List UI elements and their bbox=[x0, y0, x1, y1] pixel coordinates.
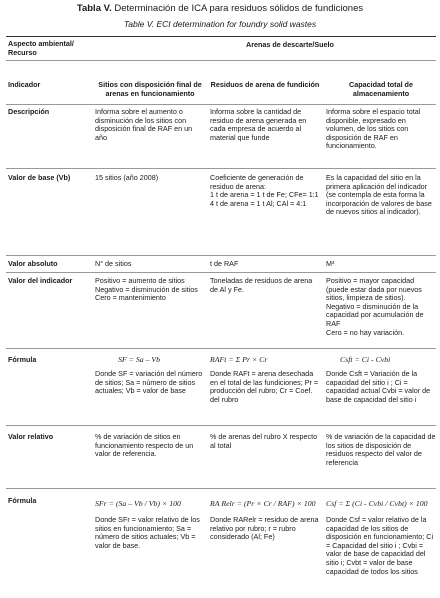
descripcion-c3: Informa sobre el espacio total disponible, expresado en volumen, de los sitios con disposición de RAF en funcionamiento. bbox=[326, 107, 421, 151]
valor-absoluto-c2: t de RAF bbox=[210, 259, 239, 268]
formula1-c2-expression: RAFt = Σ Pr × Cr bbox=[210, 355, 268, 364]
formula1-c2-desc: Donde RAFt = arena desechada en el total de las fundiciones; Pr = producción del rubro; Cr = Coef. del rubro bbox=[210, 369, 319, 404]
indicador-c1: Sitios con disposición final de arenas en funcionamiento bbox=[98, 80, 202, 98]
header-rule bbox=[6, 60, 436, 61]
formula2-c2-desc: Donde RARelr = residuo de arena relativo por rubro; r = rubro considerado (Al; Fe) bbox=[210, 515, 319, 542]
row-label-valor-absoluto: Valor absoluto bbox=[8, 259, 58, 268]
row-label-descripcion: Descripción bbox=[8, 107, 50, 116]
table-title-text: Determinación de ICA para residuos sólidos de fundiciones bbox=[111, 3, 364, 14]
formula1-c1-expression: SF = Sa – Vb bbox=[118, 355, 161, 364]
row-label-valor-base: Valor de base (Vb) bbox=[8, 173, 71, 182]
top-rule bbox=[6, 36, 436, 37]
descripcion-c2: Informa sobre la cantidad de residuo de arena generada en cada empresa de acuerdo al material que funde bbox=[210, 107, 307, 142]
row-rule-1 bbox=[6, 104, 436, 105]
formula1-c1-desc: Donde SF = variación del número de sitios; Sa = número de sitios actuales; Vb = valor de base bbox=[95, 369, 203, 396]
valor-base-c1: 15 sitios (año 2008) bbox=[95, 173, 159, 182]
row-rule-3 bbox=[6, 255, 436, 256]
valor-base-c2: Coeficiente de generación de residuo de arena: 1 t de arena = 1 t de Fe; CFe= 1:1 4 t de arena = 1 t Al; CAl = 4:1 bbox=[210, 173, 319, 208]
row-rule-5 bbox=[6, 348, 436, 349]
formula2-c1-desc: Donde SFr = valor relativo de los sitios en funcionamiento; Sa = número de sitios actuales; Vb = valor de base. bbox=[95, 515, 200, 550]
valor-absoluto-c3: M³ bbox=[326, 259, 335, 268]
indicador-c3: Capacidad total de almacenamiento bbox=[349, 80, 413, 98]
table-subtitle: Table V. ECI determination for foundry solid wastes bbox=[123, 19, 317, 29]
descripcion-c1: Informa sobre el aumento o disminución de los sitios con disposición final de RAF en un año bbox=[95, 107, 193, 142]
row-label-indicador: Indicador bbox=[8, 80, 41, 89]
formula1-c3-expression: Csft = Ci - Cvbi bbox=[340, 355, 391, 364]
row-rule-7 bbox=[6, 488, 436, 489]
formula2-c3-expression: Csf = Σ (Ci - Cvbi / Cvbt) × 100 bbox=[326, 499, 428, 508]
row-label-valor-indicador: Valor del indicador bbox=[8, 276, 73, 285]
valor-relativo-c3: % de variación de la capacidad de los sitios de disposición de residuos respecto del valor de referencia bbox=[326, 432, 436, 467]
row-label-valor-relativo: Valor relativo bbox=[8, 432, 54, 441]
formula2-c3-desc: Donde Csf = valor relativo de la capacidad de los sitios de disposición en funcionamiento; Ci = Capacidad del sitio i ; Cvbi = valor de base de capacidad del sitio i; Cvbt = valor de base capacidad de todos los sitios bbox=[326, 515, 434, 576]
table-title-bold: Tabla V. bbox=[76, 3, 112, 14]
header-arenas: Arenas de descarte/Suelo bbox=[246, 40, 334, 49]
valor-relativo-c2: % de arenas del rubro X respecto al total bbox=[210, 432, 318, 450]
row-rule-2 bbox=[6, 168, 436, 169]
valor-relativo-c1: % de variación de sitios en funcionamiento respecto de un valor de referencia. bbox=[95, 432, 194, 459]
valor-indicador-c3: Positivo = mayor capacidad (puede estar dada por nuevos sitios, limpieza de sitios). Negativo = disminución de la capacidad por acumulación de RAF Cero = no hay variación. bbox=[326, 276, 424, 337]
formula2-c2-expression: RA Relr = (Pr × Cr / RAF) × 100 bbox=[210, 499, 316, 508]
formula1-c3-desc: Donde Csft = Variación de la capacidad del sitio i ; Ci = capacidad actual Cvbi = valor de base de capacidad del sitio i bbox=[326, 369, 431, 404]
valor-indicador-c1: Positivo = aumento de sitios Negativo = disminución de sitios Cero = mantenimiento bbox=[95, 276, 198, 303]
indicador-c2: Residuos de arena de fundición bbox=[210, 80, 320, 89]
row-rule-4 bbox=[6, 272, 436, 273]
formula2-c1-expression: SFr = (Sa – Vb / Vb) × 100 bbox=[95, 499, 181, 508]
valor-indicador-c2: Toneladas de residuos de arena de Al y Fe. bbox=[210, 276, 313, 294]
valor-base-c3: Es la capacidad del sitio en la primera aplicación del indicador (se contempla de esta forma la incorporación de valores de base de nuevos sitios al indicador). bbox=[326, 173, 432, 217]
table-title bbox=[0, 3, 440, 14]
header-aspecto: Aspecto ambiental/ Recurso bbox=[8, 39, 74, 57]
valor-absoluto-c1: N° de sitios bbox=[95, 259, 132, 268]
row-rule-6 bbox=[6, 425, 436, 426]
row-label-formula-2: Fórmula bbox=[8, 496, 37, 505]
row-label-formula-1: Fórmula bbox=[8, 355, 37, 364]
